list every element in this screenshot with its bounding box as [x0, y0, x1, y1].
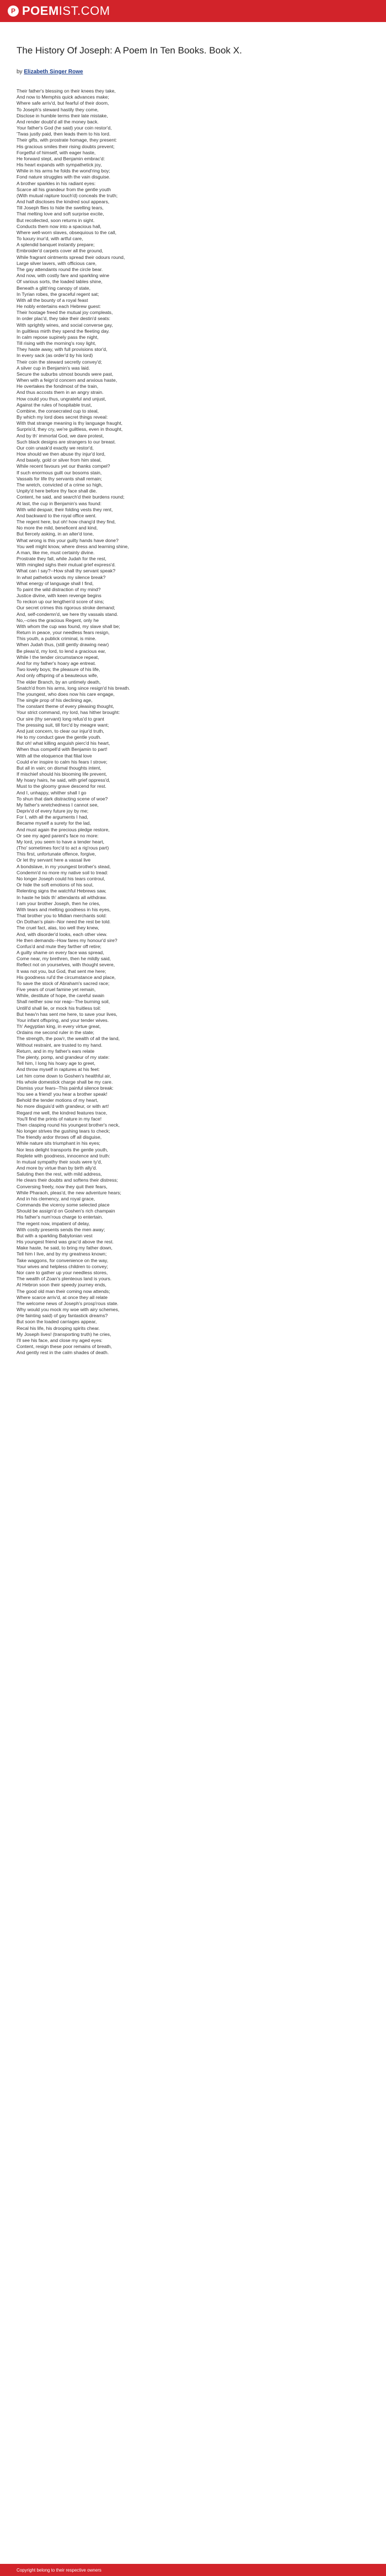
poem-line: I am your brother Joseph, then he cries, — [17, 900, 100, 906]
poem-line: Why would you mock my woe with airy schemes, — [17, 1307, 120, 1313]
poem-line: Large silver lavers, with officious care, — [17, 260, 97, 266]
poem-line: Must to the gloomy grave descend for rest. — [17, 783, 106, 789]
poem-line: You'll find the prints of nature in my face! — [17, 1116, 102, 1122]
site-header — [0, 0, 386, 22]
poem-line: In guiltless mirth they spend the fleeting day. — [17, 328, 110, 334]
poem-line: And throw myself in raptures at his feet: — [17, 1067, 100, 1073]
poem-line: In what pathetick words my silence break? — [17, 574, 106, 580]
poem-line: Secure the suburbs utmost bounds were past, — [17, 371, 114, 377]
poem-line: He then demands--How fares my honour'd sire? — [17, 937, 117, 943]
site-logo[interactable] — [8, 4, 110, 18]
poem-line: And basely, gold or silver from him steal, — [17, 457, 102, 463]
poem-line: Come near, my brethren, then he mildly said, — [17, 956, 111, 962]
poem-line: The plenty, pomp, and grandeur of my state: — [17, 1054, 110, 1060]
poem-line: What wrong is this your guilty hands have done? — [17, 537, 119, 543]
poem-line: A brother sparkles in his radiant eyes: — [17, 180, 96, 186]
poem-line: And now, with costly fare and sparkling wine — [17, 273, 110, 279]
poem-line: Combine, the consecrated cup to steal, — [17, 408, 99, 414]
poem-line: That brother you to Midian merchants sold: — [17, 913, 107, 919]
poem-line: Our sire (thy servant) long refus'd to grant — [17, 716, 104, 722]
poem-line: His gracious smiles their rising doubts prevent; — [17, 143, 115, 149]
poem-line: Dismiss your fears--This painful silence break: — [17, 1085, 114, 1091]
poem-line: He nobly entertains each Hebrew guest: — [17, 304, 101, 310]
poem-line: If mischief should his blooming life prevent, — [17, 771, 107, 777]
poem-line: In calm repose supinely pass the night, — [17, 334, 99, 340]
poem-line: With costly presents sends the men away; — [17, 1226, 105, 1232]
poem-line: Disclose in humble terms their late mistake, — [17, 112, 108, 118]
poem-line: Against the rules of hospitable trust, — [17, 402, 92, 408]
poem-line: No more the mild, beneficent and kind, — [17, 525, 98, 531]
poem-line: To luxury inur'd, with artful care, — [17, 236, 83, 242]
poem-line: While fragrant ointments spread their odours round, — [17, 254, 125, 260]
poem-line: His father's num'rous charge to entertain. — [17, 1214, 103, 1220]
poem-line: The welcome news of Joseph's prosp'rous state. — [17, 1300, 119, 1306]
poem-line: You well might know, where dress and learning shine, — [17, 543, 129, 549]
poem-line: By which my lord does secret things reveal: — [17, 414, 108, 420]
poem-line: A silver cup in Benjamin's was laid. — [17, 365, 90, 371]
poem-line: The good old man their coming now attends; — [17, 1288, 110, 1294]
poem-line: Where well-worn slaves, obsequious to the call, — [17, 229, 117, 235]
poem-line: If such enormous guilt our bosoms stain, — [17, 469, 102, 475]
poem-line: The constant theme of every pleasing thought, — [17, 703, 114, 710]
poem-line: At last, the cup in Benjamin's was found: — [17, 500, 102, 506]
poem-line: And more by virtue than by birth ally'd. — [17, 1165, 97, 1171]
poem-line: In order plac'd, they take their destin'd seats: — [17, 316, 110, 322]
poem-line: I'll see his face, and close my aged eyes: — [17, 1337, 103, 1343]
poem-line: (With mutual rapture touch'd) conceals the truth; — [17, 192, 118, 198]
poem-line: And now to Memphis quick advances make; — [17, 94, 109, 100]
poem-line: And, self-condemn'd, we here thy vassals stand. — [17, 611, 119, 617]
poem-line: The youngest, who does now his care engage, — [17, 691, 115, 697]
poem-line: Their father's blessing on their knees they take, — [17, 88, 116, 94]
poem-line: And must again the precious pledge restore, — [17, 826, 110, 832]
poem-line: How should we then abuse thy injur'd lord, — [17, 451, 106, 457]
poem-line: A bondslave, in my youngest brother's stead, — [17, 863, 111, 869]
poem-line: Fond nature struggles with the vain disguise. — [17, 174, 111, 180]
poem-line: Untill'd shall lie, or mock his fruitless toil: — [17, 1005, 101, 1011]
poem-line: And half discloses the kindred soul appears, — [17, 199, 110, 205]
poem-line: Make haste, he said, to bring my father down, — [17, 1245, 112, 1251]
poem-line: While I the tender circumstance repeat, — [17, 654, 99, 660]
poem-line: He to my conduct gave the gentle youth. — [17, 734, 101, 740]
logo-text — [22, 4, 110, 18]
poem-line: To reckon up our lengthen'd score of sins; — [17, 599, 104, 605]
poem-line: How could you thus, ungrateful and unjust, — [17, 396, 106, 402]
poem-line: Reflect not on yourselves, with thought severe, — [17, 962, 115, 968]
poem-line: Where safe arriv'd, but fearful of their doom, — [17, 100, 109, 106]
poem-line: With whom the cup was found, my slave shall be; — [17, 623, 120, 629]
poem-line: What energy of language shall I find, — [17, 580, 94, 586]
poem-line: My lord, you seem to have a tender heart, — [17, 838, 105, 845]
poem-line: With all the bounty of a royal feast — [17, 297, 88, 303]
poem-line: No longer Joseph could his tears controul, — [17, 876, 105, 881]
poem-line: With mingled sighs their mutual grief express'd. — [17, 562, 116, 568]
poem-line: Commands the viceroy some selected place — [17, 1202, 110, 1208]
poem-line: But all in vain; on dismal thoughts intent, — [17, 765, 101, 771]
poem-line: Or let thy servant here a vassal live — [17, 857, 91, 863]
poem-line: That melting love and soft surprise excite, — [17, 211, 104, 217]
poem-line: Such black designs are strangers to our breast. — [17, 439, 116, 445]
poem-line: Replete with goodness, innocence and truth: — [17, 1152, 110, 1159]
poem-line: Th' Aegyptian king, in every virtue great, — [17, 1024, 101, 1030]
poem-line: And render doubl'd all the money back. — [17, 118, 99, 125]
poem-line: Or hide the soft emotions of his soul, — [17, 882, 94, 888]
poem-line: The regent here, but oh! how chang'd they find, — [17, 519, 116, 525]
poem-line: This first, unfortunate offence, forgive, — [17, 851, 96, 857]
poem-line: Scarce all his grandeur from the gentle youth — [17, 186, 111, 192]
poem-line: But with a sparkling Babylonian vest — [17, 1232, 93, 1238]
poem-line: Return, and in my father's ears relate — [17, 1048, 95, 1054]
poem-line: Their coin the steward secretly convey'd; — [17, 359, 102, 365]
poem-line: His whole domestick charge shall be my care. — [17, 1079, 113, 1085]
poem-line: But fiercely asking, in an alter'd tone, — [17, 531, 94, 537]
poem-line: The wretch, convicted of a crime so high, — [17, 482, 103, 488]
poem-line: While recent favours yet our thanks compel? — [17, 463, 110, 469]
poem-line: What can I say?--How shall thy servant speak? — [17, 568, 116, 574]
poem-line: Justice divine, with keen revenge begins — [17, 593, 101, 599]
poem-line: Your infant offspring, and your tender wives. — [17, 1017, 109, 1023]
poem-line: The regent now, impatient of delay, — [17, 1220, 90, 1226]
poem-line: Our coin unask'd exactly we restor'd, — [17, 445, 94, 451]
poem-line: You see a friend! you hear a brother speak! — [17, 1091, 108, 1097]
poem-line: He forward stept, and Benjamin embrac'd: — [17, 155, 105, 161]
poem-line: No longer strives the gushing tears to check; — [17, 1128, 110, 1134]
poem-line: When Judah thus, (still gently drawing near) — [17, 642, 109, 648]
poem-line: To paint the wild distraction of my mind? — [17, 586, 101, 592]
poem-line: To save the stock of Abraham's sacred race; — [17, 980, 110, 986]
poem-line: The wealth of Zoan's plenteous land is yours. — [17, 1276, 112, 1282]
poem-line: Vassals for life thy servants shall remain; — [17, 475, 103, 481]
poem-line: But heav'n has sent me here, to save your lives, — [17, 1011, 117, 1017]
poem-line: Your strict command, my lord, has hither brought: — [17, 710, 120, 716]
poem-line: For I, with all the arguments I had, — [17, 814, 88, 820]
poem-line: To Joseph's steward hastily they come, — [17, 106, 99, 112]
poem-line: In mutual sympathy their souls were ty'd, — [17, 1159, 102, 1165]
poem-line: Became myself a surety for the lad, — [17, 820, 91, 826]
poem-line: The gay attendants round the circle bear. — [17, 266, 103, 272]
poem-line: Till rising with the morning's rosy light, — [17, 340, 96, 347]
poem-title: The History Of Joseph: A Poem In Ten Books. Book X. — [17, 45, 242, 56]
poem-line: With wild despair, their folding vests they rent, — [17, 506, 113, 512]
poem-line: Their hostage freed the mutual joy compleats, — [17, 310, 113, 316]
poem-line: Five years of cruel famine yet remain, — [17, 987, 96, 993]
poem-line: But recollected, soon returns in sight. — [17, 217, 95, 223]
poem-line: Relenting signs the watchful Hebrews saw, — [17, 888, 106, 894]
logo-text-bold: POEM — [22, 4, 59, 18]
poem-line: Our secret crimes this rigorous stroke demand; — [17, 605, 115, 611]
poem-line: To shun that dark distracting scene of woe? — [17, 795, 108, 802]
poem-line: His youngest friend was grac'd above the rest. — [17, 1239, 114, 1245]
poem-line: Prostrate they fall, while Judah for the rest, — [17, 556, 106, 562]
poem-line: And, with disorder'd looks, each other view. — [17, 931, 108, 937]
poem-line: No more disguis'd with grandeur, or with art! — [17, 1103, 109, 1110]
poem-line: His goodness rul'd the circumstance and place, — [17, 974, 116, 980]
poem-line: Where scarce arriv'd, at once they all relate — [17, 1294, 108, 1300]
poem-line: And in his clemency, and royal grace, — [17, 1195, 95, 1202]
poem-line: While in his arms he folds the wond'ring boy; — [17, 168, 110, 174]
poem-line: The friendly ardor throws off all disguise, — [17, 1134, 102, 1140]
poem-line: But soon the loaded carriages appear, — [17, 1319, 97, 1325]
poem-line: With all the eloquence that filial love — [17, 753, 92, 759]
poem-line: Your wives and helpless children to convey; — [17, 1263, 108, 1269]
poem-line: And only offspring of a beauteous wife, — [17, 673, 98, 679]
poem-line: And by th' immortal God, we dare protest, — [17, 432, 104, 439]
poem-line: And gently rest in the calm shades of death. — [17, 1350, 109, 1356]
poem-line: And for my father's hoary age entreat. — [17, 660, 96, 666]
by-label: by — [17, 69, 23, 75]
poem-line: Depriv'd of every future joy by me; — [17, 808, 89, 814]
poem-line: Let him come down to Goshen's healthful air, — [17, 1073, 111, 1079]
poem-line: Your father's God (he said) your coin restor'd, — [17, 125, 112, 131]
poem-line: (Tho' sometimes forc'd to act a rig'rous part) — [17, 845, 109, 851]
poem-line: Saluting then the rest, with mild address, — [17, 1171, 102, 1177]
poem-line: Be pleas'd, my lord, to lend a gracious ear, — [17, 648, 106, 654]
poem-line: Could e'er inspire to calm his fears I strove; — [17, 759, 108, 765]
poem-line: Should be assign'd on Goshen's rich champain — [17, 1208, 115, 1214]
poem-line: My Joseph lives! (transporting truth) he cries, — [17, 1331, 111, 1337]
poem-line: With sprightly wines, and social converse gay, — [17, 322, 113, 328]
poem-line: Ordains me second ruler in the state; — [17, 1030, 94, 1036]
poem-line: Regard me well, the kindred features trace, — [17, 1110, 108, 1116]
poem-line: Return in peace, your needless fears resign, — [17, 630, 110, 636]
poem-line: A man, like me, must certainly divine. — [17, 549, 95, 555]
poem-line: Embroider'd carpets cover all the ground, — [17, 248, 103, 254]
poem-line: When with a feign'd concern and anxious haste, — [17, 377, 117, 383]
poem-line: At Hebron soon their speedy journey ends, — [17, 1282, 106, 1288]
poem-line: Behold the tender motions of my heart, — [17, 1097, 99, 1103]
poem-line: And thus accosts them in an angry strain. — [17, 389, 104, 396]
poem-line: Condemn'd no more my native soil to tread: — [17, 869, 108, 875]
poem-line: Tell him I live, and by my greatness known; — [17, 1251, 107, 1257]
poem-line: The elder Branch, by an untimely death, — [17, 679, 101, 685]
poem-line: Till Joseph flies to hide the swelling tears, — [17, 205, 104, 211]
poem-line: Two lovely boys; the pleasure of his life, — [17, 667, 100, 673]
poem-line: Content, he said, and search'd their burdens round; — [17, 494, 125, 500]
poem-line: The strength, the pow'r, the wealth of all the land, — [17, 1036, 120, 1042]
poem-line: Unpity'd here before thy face shall die. — [17, 488, 97, 494]
poem-line: A guilty shame on every face was spread, — [17, 950, 104, 956]
poem-line: Content, resign these poor remains of breath, — [17, 1344, 112, 1350]
poem-line: Take waggons, for convenience on the way, — [17, 1257, 109, 1263]
poem-line: When thus compell'd with Benjamin to part! — [17, 746, 108, 753]
poem-line: Confus'd and mute they farther off retire; — [17, 943, 101, 949]
poem-line: Recal his life, his drooping spirits chear. — [17, 1325, 100, 1331]
poem-line: The cruel fact, alas, too well they knew, — [17, 925, 99, 931]
poemist-logo-icon: P — [8, 6, 19, 17]
poem-line: My hoary hairs, he said, with grief oppress'd, — [17, 777, 110, 783]
poem-line: In haste he bids th' attendants all withdraw. — [17, 894, 107, 900]
poem-line: In Tyrian robes, the graceful regent sat; — [17, 291, 99, 297]
site-footer — [0, 2564, 386, 2576]
poem-line: The single prop of his declining age, — [17, 697, 93, 703]
poem-line: On Dothan's plain--Nor need the rest be told. — [17, 919, 111, 925]
poem-line: Nor less delight transports the gentle youth, — [17, 1146, 108, 1152]
poem-line: Conducts them now into a spacious hall, — [17, 223, 101, 229]
poem-line: It was not you, but God, that sent me here; — [17, 968, 106, 974]
poem-line: Shall neither sow nor reap--The burning soil, — [17, 999, 110, 1005]
byline — [17, 69, 83, 75]
poem-line: While Pharaoh, pleas'd, the new adventure hears; — [17, 1189, 121, 1195]
poem-line: Or see my aged parent's face no more: — [17, 832, 99, 838]
poem-line: No,--cries the gracious Regent, only he — [17, 617, 99, 623]
poem-line: While, destitute of hope, the careful swain — [17, 993, 105, 999]
poem-line: And backward to the royal office went. — [17, 512, 97, 518]
poem-line: They haste away, with full provisions stor'd, — [17, 347, 108, 353]
copyright-text: Copyright belong to their respective owners — [17, 2567, 101, 2573]
poem-line: This youth, a publick criminal, is mine. — [17, 636, 96, 642]
poem-line: With that strange meaning is thy language fraught, — [17, 420, 123, 426]
poem-line: Conversing freely, now they quit their fears, — [17, 1183, 108, 1189]
poem-line: But oh! what killing anguish pierc'd his heart, — [17, 740, 110, 746]
poem-line: Tell him, I long his hoary age to greet, — [17, 1060, 95, 1067]
poem-line: He clears their doubts and softens their distress; — [17, 1177, 118, 1183]
poem-line: He overtakes the fondmost of the train, — [17, 383, 99, 389]
poem-line: Without restraint, are trusted to my hand. — [17, 1042, 103, 1048]
poem-line: And just concern, to clear our injur'd truth, — [17, 728, 104, 734]
poem-line: Snatch'd from his arms, long since resign'd his breath. — [17, 685, 130, 691]
poem-line: A splendid banquet instantly prepare; — [17, 242, 95, 248]
poem-line: His heart expands with sympathetick joy, — [17, 162, 102, 168]
logo-text-light: IST.COM — [58, 4, 110, 18]
poem-line: With tears and melting goodness in his eyes, — [17, 906, 111, 912]
poem-line: Nor care to gather up your needless stores, — [17, 1270, 108, 1275]
poem-line: Surpris'd, they cry, we're guiltless, even in thought, — [17, 426, 123, 432]
poem-line: Forgetful of himself, with eager haste, — [17, 149, 96, 155]
poem-line: While nature sits triumphant in his eyes; — [17, 1140, 100, 1146]
poem-line: 'Twas justly paid, then leads them to his lord. — [17, 131, 111, 137]
poem-body — [17, 88, 248, 1356]
poem-line: My father's wretchedness I cannot see, — [17, 802, 99, 808]
poem-line: In every sack (as order'd by his lord) — [17, 353, 93, 359]
poem-line: And I, unhappy, whither shall I go — [17, 789, 87, 795]
poem-line: Their gifts, with prostrate homage, they present: — [17, 137, 117, 143]
poem-line: Beneath a glitt'ring canopy of state, — [17, 285, 90, 291]
poem-line: Then clasping round his youngest brother's neck, — [17, 1122, 120, 1128]
author-link[interactable]: Elizabeth Singer Rowe — [24, 69, 83, 75]
poem-line: Of various sorts, the loaded tables shine, — [17, 279, 103, 285]
poem-line: The pressing suit, till forc'd by meagre want; — [17, 722, 109, 728]
poem-line: (He fainting said) of gay fantastick dreams? — [17, 1313, 108, 1319]
